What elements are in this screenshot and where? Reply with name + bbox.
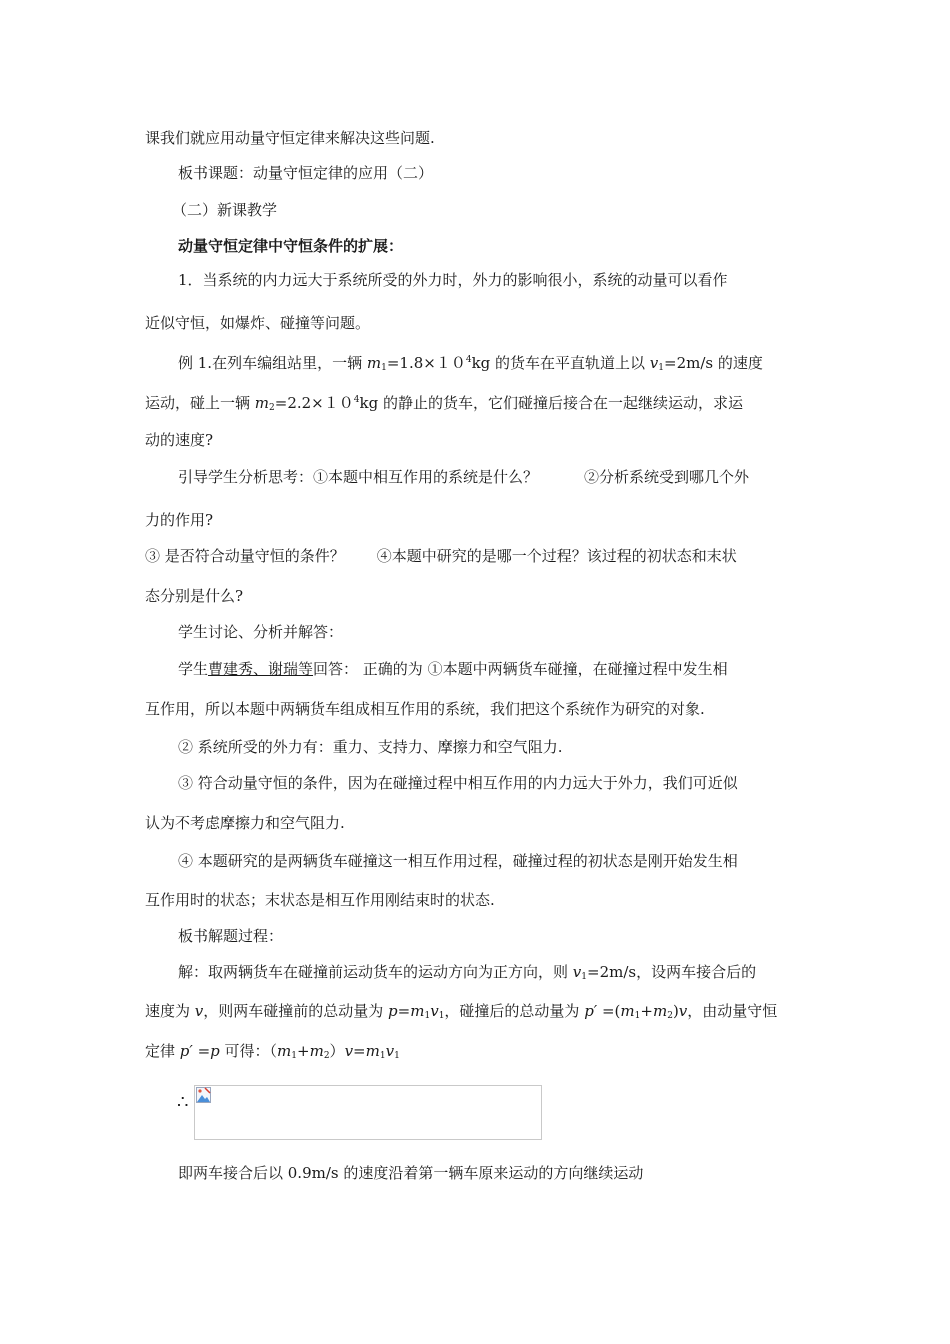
subscript: 2 [269,403,275,413]
board-title [178,163,433,183]
math-var: v [385,1042,395,1060]
text: ，碰撞后的总动量为 [444,1002,585,1020]
answer-line-3 [178,737,563,757]
text: + [297,1042,310,1060]
text: =( [597,1002,621,1020]
math-var: v [572,963,582,981]
conclusion-line [178,1163,643,1183]
math-var: v [678,1002,688,1020]
text: ② 系统所受的外力有：重力、支持力、摩擦力和空气阻力. [178,738,563,756]
section-heading [172,200,277,220]
text: ②分析系统受到哪几个外 [584,468,750,486]
math-var: p′ [179,1042,193,1060]
subscript: 1 [438,1011,445,1021]
text: 学生 [178,660,209,678]
answer-line-5 [145,813,345,833]
text: ，由动量守恒 [687,1002,778,1020]
example-line-3 [145,430,213,450]
text: ④本题中研究的是哪一个过程？该过程的初状态和末状 [376,547,737,565]
subscript: 1 [379,1051,386,1061]
text: 认为不考虑摩擦力和空气阻力. [145,814,345,832]
text: =1.8×１０ [386,354,466,372]
math-var: m [652,1002,668,1020]
math-var: v [194,1002,204,1020]
subscript: 1 [381,363,387,373]
answer-line-1 [178,659,728,679]
math-var: v [649,354,659,372]
text: + [640,1002,653,1020]
text: 板书解题过程： [178,927,284,945]
superscript: 4 [353,395,360,405]
superscript: 4 [465,355,472,365]
text: =2.2×１０ [274,394,354,412]
answer-line-7 [145,890,495,910]
subscript: 1 [658,363,665,373]
example-line-2 [145,390,743,418]
text: ③ 是否符合动量守恒的条件？ [145,547,345,565]
text: ④ 本题研究的是两辆货车碰撞这一相互作用过程，碰撞过程的初状态是刚开始发生相 [178,852,738,870]
subscript: 1 [581,972,587,982]
bold-heading [178,236,403,256]
text: 近似守恒，如爆炸、碰撞等问题。 [145,314,371,332]
student-names: 曹建秀、谢瑞等 [208,660,314,678]
answer-line-4 [178,773,738,793]
text: 互作用时的状态；末状态是相互作用刚结束时的状态. [145,891,495,909]
text: =2m/s，设两车接合后的 [587,963,757,981]
text-line-1 [145,128,435,148]
solution-line-2 [145,1001,777,1026]
subscript: 1 [291,1051,297,1061]
text: ③ 符合动量守恒的条件，因为在碰撞过程中相互作用的内力远大于外力，我们可近似 [178,774,738,792]
text: 速度为 [145,1002,195,1020]
text: ） [329,1042,345,1060]
math-var: m [254,394,270,412]
text-line-6 [145,313,370,333]
text: ，则两车碰撞前的总动量为 [203,1002,389,1020]
text: 定律 [145,1042,180,1060]
discussion-line [178,622,343,642]
math-var: v [430,1002,439,1020]
text: 动量守恒定律中守恒条件的扩展： [178,237,404,255]
text: （二）新课教学 [172,201,278,219]
math-var: m [277,1042,292,1060]
text: 可得：（ [219,1042,278,1060]
subscript: 1 [634,1011,641,1021]
board-solution-heading [178,926,283,946]
solution-line-1 [178,962,756,987]
text: 即两车接合后以 0.9m/s 的速度沿着第一辆车原来运动的方向继续运动 [178,1164,644,1182]
math-var: p′ [584,1002,598,1020]
subscript: 2 [323,1051,330,1061]
text: 态分别是什么? [145,587,244,605]
math-var: m [410,1002,425,1020]
guide-line-2 [145,510,213,530]
math-var: m [620,1002,635,1020]
text: = [192,1042,211,1060]
text: = [397,1002,411,1020]
text: kg 的货车在平直轨道上以 [471,354,650,372]
text: 力的作用? [145,511,214,529]
answer-line-2 [145,699,705,719]
math-var: m [309,1042,324,1060]
text-line-5 [178,270,728,290]
math-var: p [210,1042,220,1060]
broken-image-icon [196,1087,211,1103]
text: 学生讨论、分析并解答： [178,623,344,641]
text: 引导学生分析思考：①本题中相互作用的系统是什么？ [178,468,539,486]
guide-line-1 [178,467,749,487]
example-line-1 [178,350,763,378]
answer-line-6 [178,851,738,871]
math-var: m [366,354,382,372]
text: 1．当系统的内力远大于系统所受的外力时，外力的影响很小，系统的动量可以看作 [178,271,728,289]
math-var: p [388,1002,398,1020]
text: 解：取两辆货车在碰撞前运动货车的运动方向为正方向，则 [178,963,573,981]
subscript: 1 [394,1051,400,1061]
text: ) [672,1002,679,1020]
text: 课我们就应用动量守恒定律来解决这些问题. [145,129,435,147]
therefore-symbol: ∴ [177,1092,189,1113]
math-var: m [365,1042,380,1060]
guide-line-4 [145,586,243,606]
math-var: v [344,1042,354,1060]
text: 板书课题：动量守恒定律的应用（二） [178,164,434,182]
text: =2m/s 的速度 [664,354,763,372]
text: 动的速度? [145,431,214,449]
solution-line-3 [145,1041,400,1066]
text: 互作用，所以本题中两辆货车组成相互作用的系统，我们把这个系统作为研究的对象. [145,700,705,718]
subscript: 2 [667,1011,673,1021]
text: 回答： 正确的为 ①本题中两辆货车碰撞，在碰撞过程中发生相 [313,660,728,678]
text: 运动，碰上一辆 [145,394,255,412]
subscript: 1 [424,1011,431,1021]
guide-line-3 [145,546,737,566]
text: = [353,1042,366,1060]
text: 例 1.在列车编组站里，一辆 [178,354,367,372]
text: kg 的静止的货车，它们碰撞后接合在一起继续运动，求运 [359,394,743,412]
formula-image-placeholder [194,1085,542,1140]
